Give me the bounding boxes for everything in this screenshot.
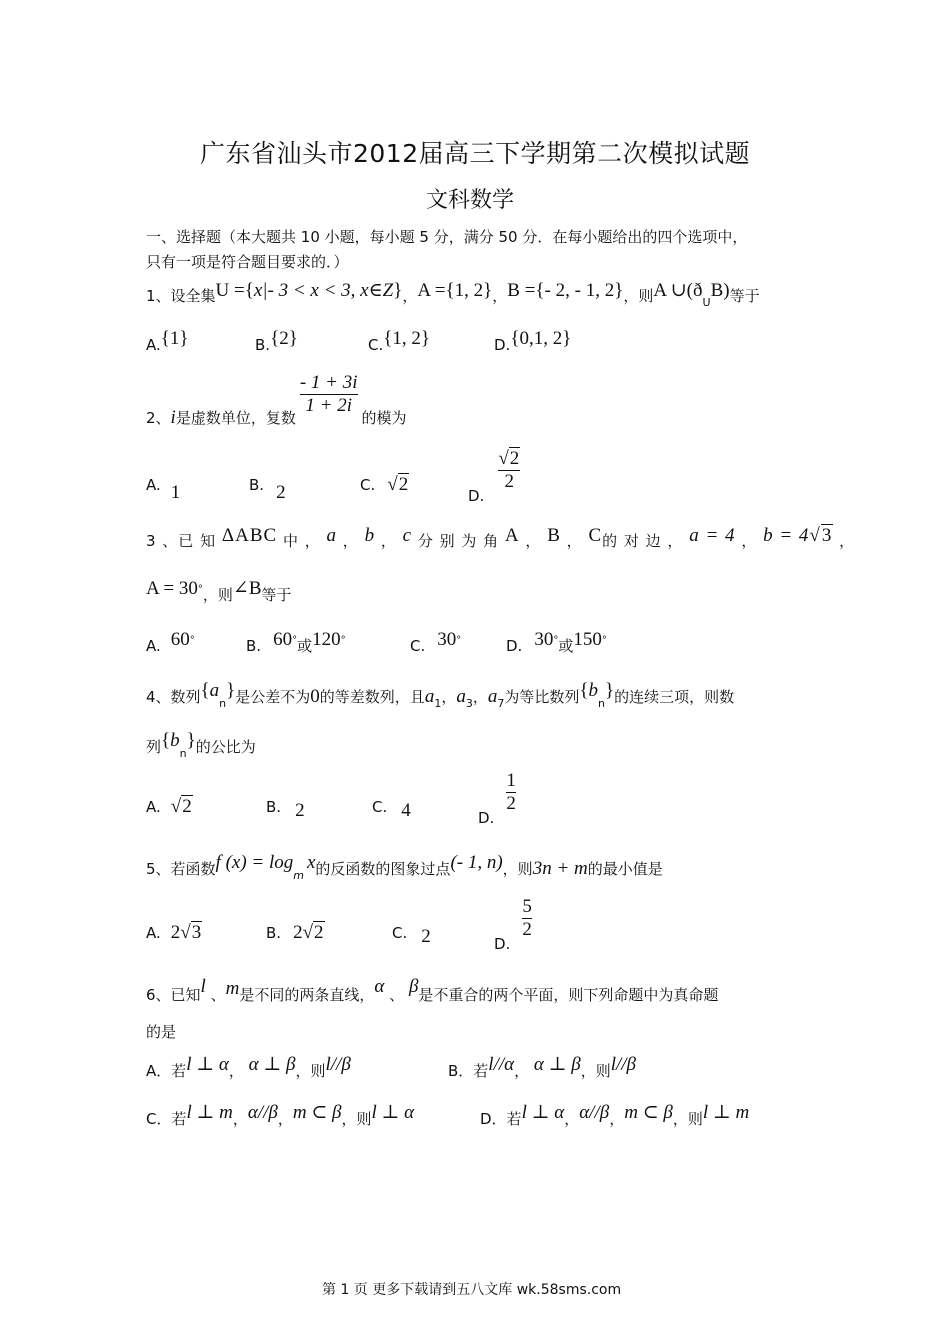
q1-set-a: 1, 2 (454, 280, 484, 301)
option-label: B. (266, 924, 282, 942)
question-6-line2: 的是 (146, 1023, 177, 1041)
q3-triangle: ΔABC (221, 525, 278, 546)
q3-text: 等于 (261, 586, 292, 604)
q3-option-d: D. 30°或150° (506, 629, 607, 655)
q2-text: 是虚数单位，复数 (175, 409, 296, 427)
q3-prefix: 3 、已 知 (146, 532, 217, 550)
option-numerator: 5 (522, 896, 532, 917)
option-value: 60 (273, 629, 293, 650)
option-value-2: 120 (312, 629, 341, 650)
question-4: 4、数列$\{a_n\}$是公差不为0的等差数列，且$a_1$，$a_3$，$a_7$为等比数列$\{b_n\}$的连续三项，则数 (146, 680, 735, 710)
option-label: D. (468, 487, 485, 505)
q3-text: 分 别 为 角 (417, 532, 500, 550)
option-denominator: 2 (504, 471, 515, 492)
q4-prefix: 4、数列 (146, 688, 201, 706)
option-condition-2: α ⊥ β (248, 1054, 296, 1075)
option-label: C. (360, 476, 376, 494)
q5-option-c (392, 922, 431, 947)
option-label: A. (146, 637, 161, 655)
q5-function: f (x) = log (215, 852, 294, 873)
q6-prefix: 6、已知 (146, 986, 201, 1004)
option-value: 60 (170, 629, 190, 650)
q1-option-b: B.{2} (255, 328, 298, 354)
q1-option-a: A.{1} (146, 328, 189, 354)
q3-text: ，则 (202, 586, 233, 604)
option-value: 2 (421, 926, 431, 947)
option-then: ，则 (295, 1062, 326, 1080)
q5-variable: x (306, 852, 316, 873)
option-condition-1: l ⊥ α (521, 1102, 565, 1123)
q2-option-a (146, 474, 181, 503)
q2-numerator: - 1 + 3i (299, 372, 358, 393)
q4-text: 的等差数列，且 (319, 688, 425, 706)
option-value: 2 (295, 800, 305, 821)
option-label: A．若 (146, 1062, 187, 1080)
q5-point: (- 1, n) (450, 852, 503, 873)
q3-b-value: b = 4 (763, 525, 810, 546)
q2-suffix: 的模为 (361, 409, 407, 427)
option-label: C. (392, 924, 408, 942)
option-condition-1: l//α (488, 1054, 515, 1075)
question-4-line2: 列$\{b_n\}$的公比为 (146, 730, 256, 760)
option-label: D. (494, 336, 511, 354)
q3-b-sqrt: 3 (821, 525, 833, 546)
option-result: l ⊥ m (702, 1102, 750, 1123)
option-value: 30 (437, 629, 457, 650)
option-value: 2 (398, 474, 409, 495)
q6-text: 是不重合的两个平面，则下列命题中为真命题 (418, 986, 719, 1004)
option-label: C．若 (146, 1110, 187, 1128)
q1-set-b-label: B = (507, 280, 536, 301)
option-label: D．若 (480, 1110, 522, 1128)
option-label: A. (146, 336, 161, 354)
option-then: ，则 (672, 1110, 703, 1128)
option-denominator: 2 (506, 793, 516, 814)
q4-option-c (372, 796, 411, 821)
q4-option-a: A. √2 (146, 796, 192, 817)
option-label: B. (249, 476, 265, 494)
q2-imaginary-unit: i (170, 407, 176, 428)
q1-set-u-label: U = (215, 280, 245, 301)
option-condition-3: m ⊂ β (624, 1102, 673, 1123)
option-label: A. (146, 798, 161, 816)
q1-expression-sub: U (702, 296, 711, 309)
q4-sequence-b: b (588, 680, 598, 701)
q1-option-d: D.{0,1, 2} (494, 328, 572, 354)
q6-option-c: C．若l ⊥ m，α//β，m ⊂ β，则l ⊥ α (146, 1102, 415, 1128)
option-label: C. (372, 798, 388, 816)
option-value: 2 (279, 328, 289, 349)
q1-prefix: 1、设全集 (146, 287, 216, 305)
page-footer: 第 1 页 更多下载请到五八文库 wk.58sms.com (322, 1282, 622, 1298)
q5-text: 的最小值是 (587, 860, 663, 878)
option-value: 0,1, 2 (519, 328, 563, 349)
q4-text: 为等比数列 (504, 688, 580, 706)
question-2 (146, 372, 407, 428)
q1-set-b: - 2, - 1, 2 (544, 280, 615, 301)
option-label: B. (246, 637, 262, 655)
option-label: B. (255, 336, 271, 354)
question-3-line2: A = 30°，则∠B等于 (146, 578, 292, 604)
q3-text: 的 对 边 ， (602, 532, 684, 550)
q4-text: 的连续三项，则数 (614, 688, 735, 706)
option-numerator: 1 (506, 770, 516, 791)
q6-line-m: m (225, 978, 240, 999)
question-1: 1、设全集U ={x|- 3 < x < 3, x∈Z}，A ={1, 2}，B ={- 2, - 1, 2}，则A $\cup(ð_UB)$等于 (146, 280, 760, 309)
option-or: 或 (558, 637, 574, 655)
option-then: ，则 (580, 1062, 611, 1080)
option-label: C. (410, 637, 426, 655)
option-condition-2: α//β (579, 1102, 610, 1123)
q6-option-b: B．若l//α， α ⊥ β，则l//β (448, 1054, 637, 1080)
option-value: 4 (401, 800, 411, 821)
q4-text: 是公差不为 (235, 688, 311, 706)
q3-option-c: C. 30° (410, 629, 462, 655)
section-header-line2: 只有一项是符合题目要求的．） (146, 253, 349, 271)
option-label: B. (266, 798, 282, 816)
option-label: D. (506, 637, 523, 655)
q4-zero: 0 (310, 686, 320, 707)
q3-angle-value: A = 30 (146, 578, 198, 599)
q5-text: 的反函数的图象过点 (315, 860, 451, 878)
option-value: 1, 2 (392, 328, 421, 349)
option-or: 或 (297, 637, 313, 655)
page-title: 广东省汕头市2012届高三下学期第二次模拟试题 (200, 139, 751, 168)
option-value: 2 (170, 922, 181, 943)
q3-angle-a: A (504, 525, 520, 546)
q2-option-b (249, 474, 286, 503)
q3-angle-b: B (547, 525, 561, 546)
q4-text: 列 (146, 738, 162, 756)
q4-text: 的公比为 (195, 738, 256, 756)
question-6 (146, 976, 719, 1006)
q5-text: ，则 (502, 860, 533, 878)
option-value: 2 (182, 796, 192, 817)
option-value: 30 (534, 629, 554, 650)
q5-expression: 3n + m (532, 858, 588, 879)
option-value: 2 (276, 482, 286, 503)
option-label: D. (494, 935, 511, 953)
q6-option-d: D．若l ⊥ α，α//β，m ⊂ β，则l ⊥ m (480, 1102, 750, 1128)
q3-side-b: b (364, 525, 376, 546)
q2-denominator: 1 + 2i (305, 395, 352, 416)
option-denominator: 2 (522, 919, 532, 940)
page-subtitle: 文科数学 (426, 188, 515, 213)
option-value: 2 (293, 922, 303, 943)
q5-prefix: 5、若函数 (146, 860, 216, 878)
option-value: 1 (170, 482, 181, 503)
option-label: A. (146, 476, 161, 494)
q1-expression-end: B) (710, 280, 730, 301)
question-5 (146, 852, 663, 882)
option-label: B．若 (448, 1062, 489, 1080)
q6-option-a: A．若l ⊥ α， α ⊥ β，则l//β (146, 1054, 351, 1080)
q6-line-l: l (200, 976, 206, 997)
q3-option-b: B. 60°或120° (246, 629, 346, 655)
q4-option-b (266, 796, 305, 821)
q5-option-b: B. 2√2 (266, 922, 324, 943)
option-result: l ⊥ α (371, 1102, 415, 1123)
option-label: D. (478, 809, 495, 827)
q6-separator: 、 (210, 986, 226, 1004)
section-header-line1: 一、选择题（本大题共 10 小题，每小题 5 分，满分 50 分．在每小题给出的四个选项中， (146, 228, 748, 246)
q5-option-d (494, 896, 532, 953)
option-sqrt: 3 (191, 922, 202, 943)
q4-option-d (478, 770, 516, 827)
q5-option-a: A. 2√3 (146, 922, 202, 943)
question-3: 3 、已 知 ΔABC 中 ， a ， b ， c 分 别 为 角 A ， B ， C的 对 边 ， a = 4 ， b = 4√3 ， (146, 525, 856, 550)
q4-sequence-a: a (209, 680, 220, 701)
q1-set-u: x|- 3 < x < 3, x∈Z (253, 280, 394, 301)
option-value: 2 (509, 448, 520, 469)
option-label: A. (146, 924, 161, 942)
q5-log-base: m (293, 869, 304, 882)
option-condition-1: l ⊥ α (186, 1054, 229, 1075)
option-condition-2: α ⊥ β (533, 1054, 581, 1075)
option-value: 1 (169, 328, 180, 349)
q1-suffix: 等于 (729, 287, 760, 305)
q3-a-value: a = 4 (689, 525, 736, 546)
option-condition-2: α//β (247, 1102, 278, 1123)
option-result: l//β (325, 1054, 351, 1075)
q6-plane-beta: β (408, 976, 419, 997)
q3-angle-symbol: ∠B (232, 578, 262, 599)
q6-plane-alpha: α (374, 976, 385, 997)
option-value-2: 150 (573, 629, 602, 650)
q3-side-a: a (326, 525, 338, 546)
option-then: ，则 (341, 1110, 372, 1128)
option-result: l//β (610, 1054, 637, 1075)
option-condition-1: l ⊥ m (186, 1102, 233, 1123)
option-sqrt: 2 (314, 922, 324, 943)
option-label: C. (368, 336, 384, 354)
q2-prefix: 2、 (146, 409, 171, 427)
q2-option-d: D. $\frac{√2}{2}$ (468, 448, 520, 505)
q3-side-c: c (402, 525, 413, 546)
q6-separator: 、 (389, 986, 405, 1004)
q1-set-a-label: A = (417, 280, 446, 301)
q3-option-a: A. 60° (146, 629, 195, 655)
q3-angle-c: C (588, 525, 603, 546)
q6-text: 是不同的两条直线， (239, 986, 375, 1004)
q1-expression: A ∪(ð (653, 280, 703, 301)
q2-fraction (300, 372, 358, 417)
option-condition-3: m ⊂ β (292, 1102, 342, 1123)
q2-option-c: C. √2 (360, 474, 409, 495)
q3-text: 中 ， (282, 532, 321, 550)
q1-option-c: C.{1, 2} (368, 328, 430, 354)
q1-then: ，则 (623, 287, 654, 305)
